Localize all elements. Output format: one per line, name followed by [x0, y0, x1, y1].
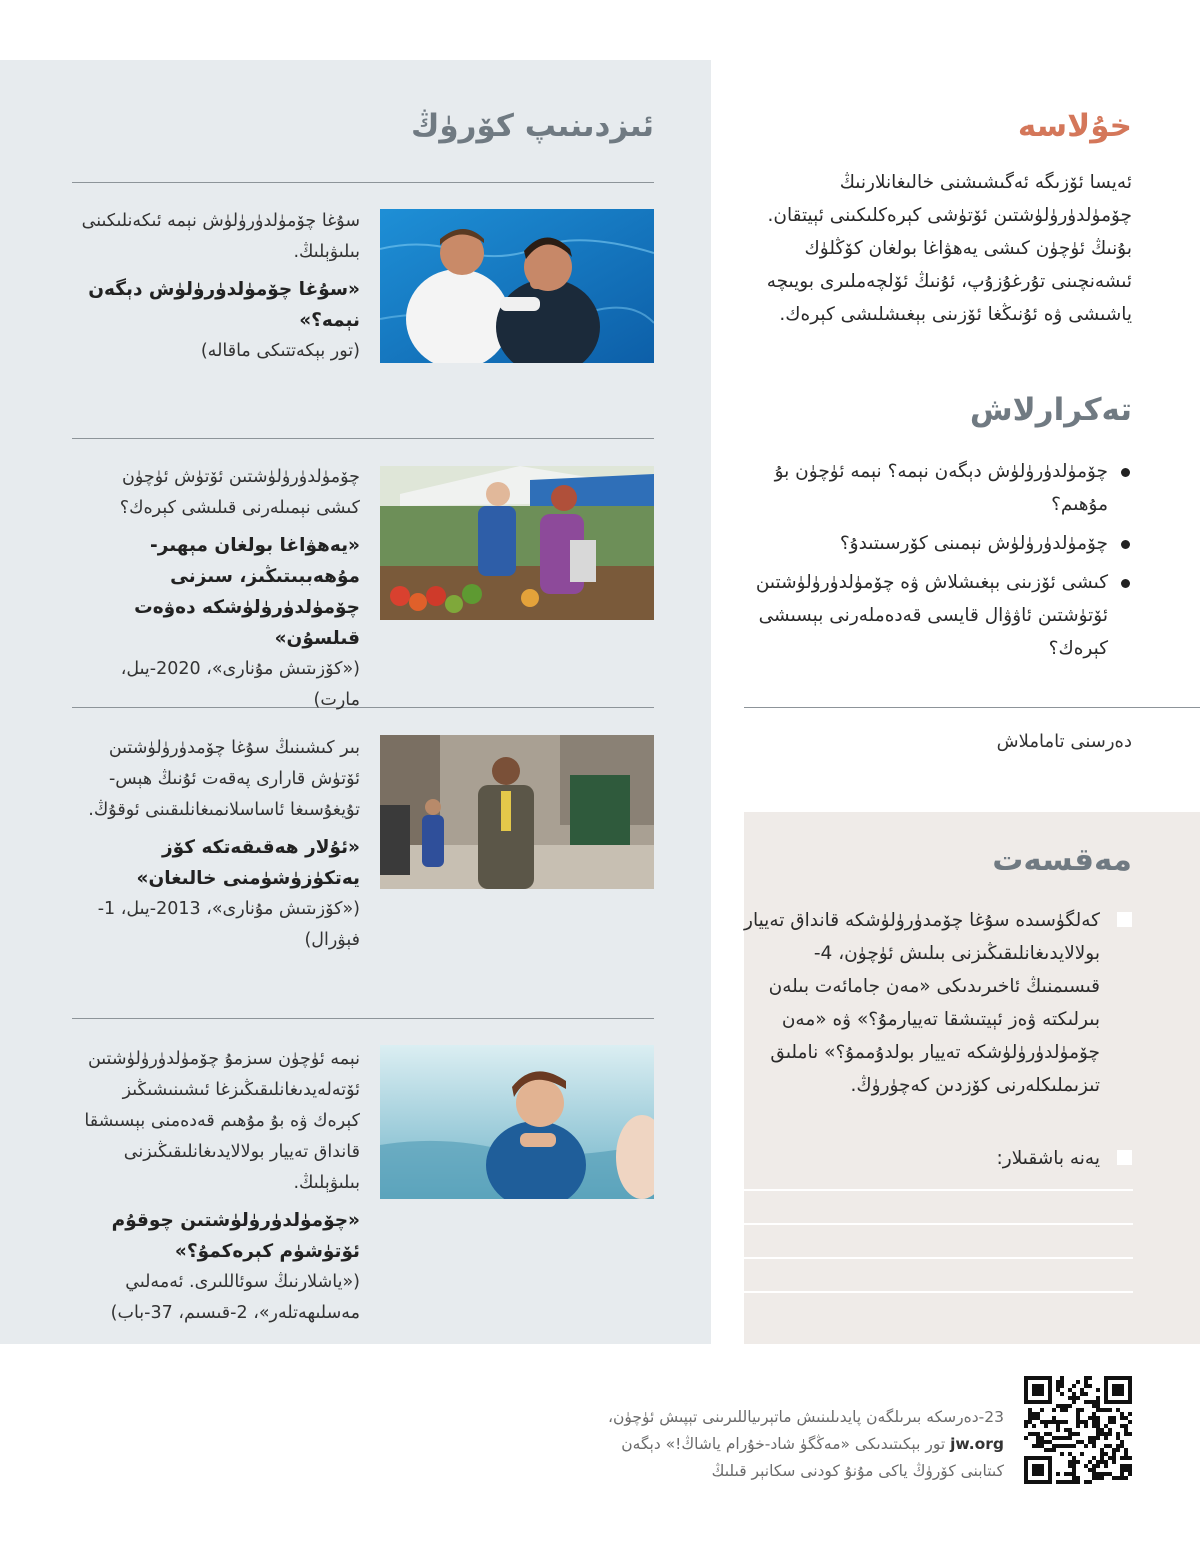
footer-line: 23-دەرسكە بىرىلگەن پايدىلىنىش ماتېرىياللىرىنى تېپىش ئۈچۈن،: [608, 1408, 1004, 1426]
write-line[interactable]: [744, 1291, 1133, 1293]
article-3: [80, 733, 360, 956]
article-source: («كۆزىتىش مۇنارى»، 2013-يىل، 1-فېۋرال): [97, 899, 360, 950]
footer-line: كىتابنى كۆرۈڭ ياكى مۇنۇ كودنى سكانېر قىلىڭ: [711, 1462, 1004, 1480]
article-lead: نېمە ئۈچۈن سىزمۇ چۆمۈلدۈرۈلۈشتىن ئۆتەلەيدىغانلىقىڭىزغا ئىشىنىشىڭىز كېرەك ۋە بۇ مۇھىم قەدەمنى بېسىشقا قانداق تەييار بولالايدىغانلىقىڭىزنى بىلىۋېلىڭ.: [84, 1049, 360, 1193]
write-line[interactable]: [744, 1257, 1133, 1259]
footer-text: [560, 1404, 1004, 1485]
article-source: («كۆزىتىش مۇنارى»، 2020-يىل، مارت): [120, 659, 360, 710]
review-title: تەكرارلاش: [969, 392, 1132, 428]
article-1: [80, 206, 360, 367]
summary-text: ئەيسا ئۆزىگە ئەگىشىشنى خالىغانلارنىڭ چۆمۈلدۈرۈلۈشتىن ئۆتۈشى كېرەكلىكىنى ئېيتقان. بۇنىڭ ئۈچۈن كىشى يەھۋاغا بولغان كۆڭلۈك ئىشەنچىنى تۇرغۇزۇپ، ئۇنىڭ ئۆلچەملىرى بويىچە ياشىشى ۋە ئۇنىڭغا ئۆزىنى بېغىشلىشى كېرەك.: [766, 172, 1132, 325]
footer-line: jw.org تور بېكىتىدىكى «مەڭگۈ شاد-خۇرام ياشاڭ!» دېگەن: [621, 1435, 1004, 1453]
baptism-photo[interactable]: [380, 209, 654, 363]
article-source: («ياشلارنىڭ سوئاللىرى. ئەمەلىي مەسلىھەتلەر»، 2-قىسىم، 37-باب): [110, 1272, 360, 1323]
article-link[interactable]: «سۇغا چۆمۈلدۈرۈلۈش دېگەن نېمە؟»: [88, 279, 360, 331]
article-2: [80, 462, 360, 716]
checkbox-icon[interactable]: [1117, 1150, 1132, 1165]
review-list: [728, 455, 1132, 671]
article-lead: چۆمۈلدۈرۈلۈشتىن ئۆتۈش ئۈچۈن كىشى نېمىلەرنى قىلىشى كېرەك؟: [119, 467, 360, 518]
checkbox-icon[interactable]: [1117, 912, 1132, 927]
article-4: [80, 1044, 360, 1329]
review-item: چۆمۈلدۈرۈلۈش نېمىنى كۆرسىتىدۇ؟: [728, 527, 1108, 560]
review-item: چۆمۈلدۈرۈلۈش دېگەن نېمە؟ نېمە ئۈچۈن بۇ مۇھىم؟: [728, 455, 1108, 521]
divider: [72, 182, 654, 183]
divider: [72, 1018, 654, 1019]
market-photo[interactable]: [380, 466, 654, 620]
explore-title: ئىزدىنىپ كۆرۈڭ: [410, 108, 654, 144]
lesson-complete-label[interactable]: دەرسنى تاماملاش: [996, 731, 1132, 752]
goal-item: [740, 1142, 1132, 1175]
goal-title: مەقسەت: [992, 842, 1132, 878]
write-line[interactable]: [744, 1223, 1133, 1225]
divider: [72, 438, 654, 439]
street-photo[interactable]: [380, 735, 654, 889]
review-item: كىشى ئۆزىنى بېغىشلاش ۋە چۆمۈلدۈرۈلۈشتىن ئۆتۈشتىن ئاۋۋال قايسى قەدەملەرنى بېسىشى كېرەك؟: [728, 566, 1108, 665]
jw-org-link[interactable]: jw.org: [950, 1435, 1004, 1453]
article-link[interactable]: «چۆمۈلدۈرۈلۈشتىن چوقۇم ئۆتۈشۈم كېرەكمۇ؟»: [111, 1210, 360, 1262]
article-lead: بىر كىشىنىڭ سۇغا چۆمدۈرۈلۈشتىن ئۆتۈش قارارى پەقەت ئۇنىڭ ھېس-تۇيغۇسىغا ئاساسلانمىغانلىقىنى ئوقۇڭ.: [88, 738, 360, 820]
goal-item: [740, 904, 1132, 1102]
divider: [744, 707, 1200, 708]
goal-item-text: كەلگۈسىدە سۇغا چۆمدۈرۈلۈشكە قانداق تەييار بولالايدىغانلىقىڭىزنى بىلىش ئۈچۈن، 4-قىسىمنىڭ ئاخىرىدىكى «مەن جامائەت بىلەن بىرلىكتە ۋەز ئېيتىشقا تەييارمۇ؟» ۋە «مەن چۆمۈلدۈرۈلۈشكە تەييار بولدۇممۇ؟» ناملىق تىزىملىكلەرنى كۆزدىن كەچۈرۈڭ.: [744, 910, 1100, 1096]
pool-photo[interactable]: [380, 1045, 654, 1199]
article-link[interactable]: «ئۇلار ھەقىقەتكە كۆز يەتكۈزۈشۈمنى خالىغان»: [136, 837, 360, 889]
article-lead: سۇغا چۆمۈلدۈرۈلۈش نېمە ئىكەنلىكىنى بىلىۋېلىڭ.: [81, 211, 360, 262]
article-link[interactable]: «يەھۋاغا بولغان مېھىر-مۇھەببىتىڭىز، سىزنى چۆمۈلدۈرۈلۈشكە دەۋەت قىلسۇن»: [134, 535, 360, 649]
write-line[interactable]: [744, 1189, 1133, 1191]
article-source: (تور بېكەتتىكى ماقالە): [200, 341, 360, 361]
summary-title: خۇلاسە: [1017, 108, 1132, 144]
goal-item-text: يەنە باشقىلار:: [996, 1148, 1100, 1169]
qr-code-icon[interactable]: [1024, 1376, 1132, 1484]
